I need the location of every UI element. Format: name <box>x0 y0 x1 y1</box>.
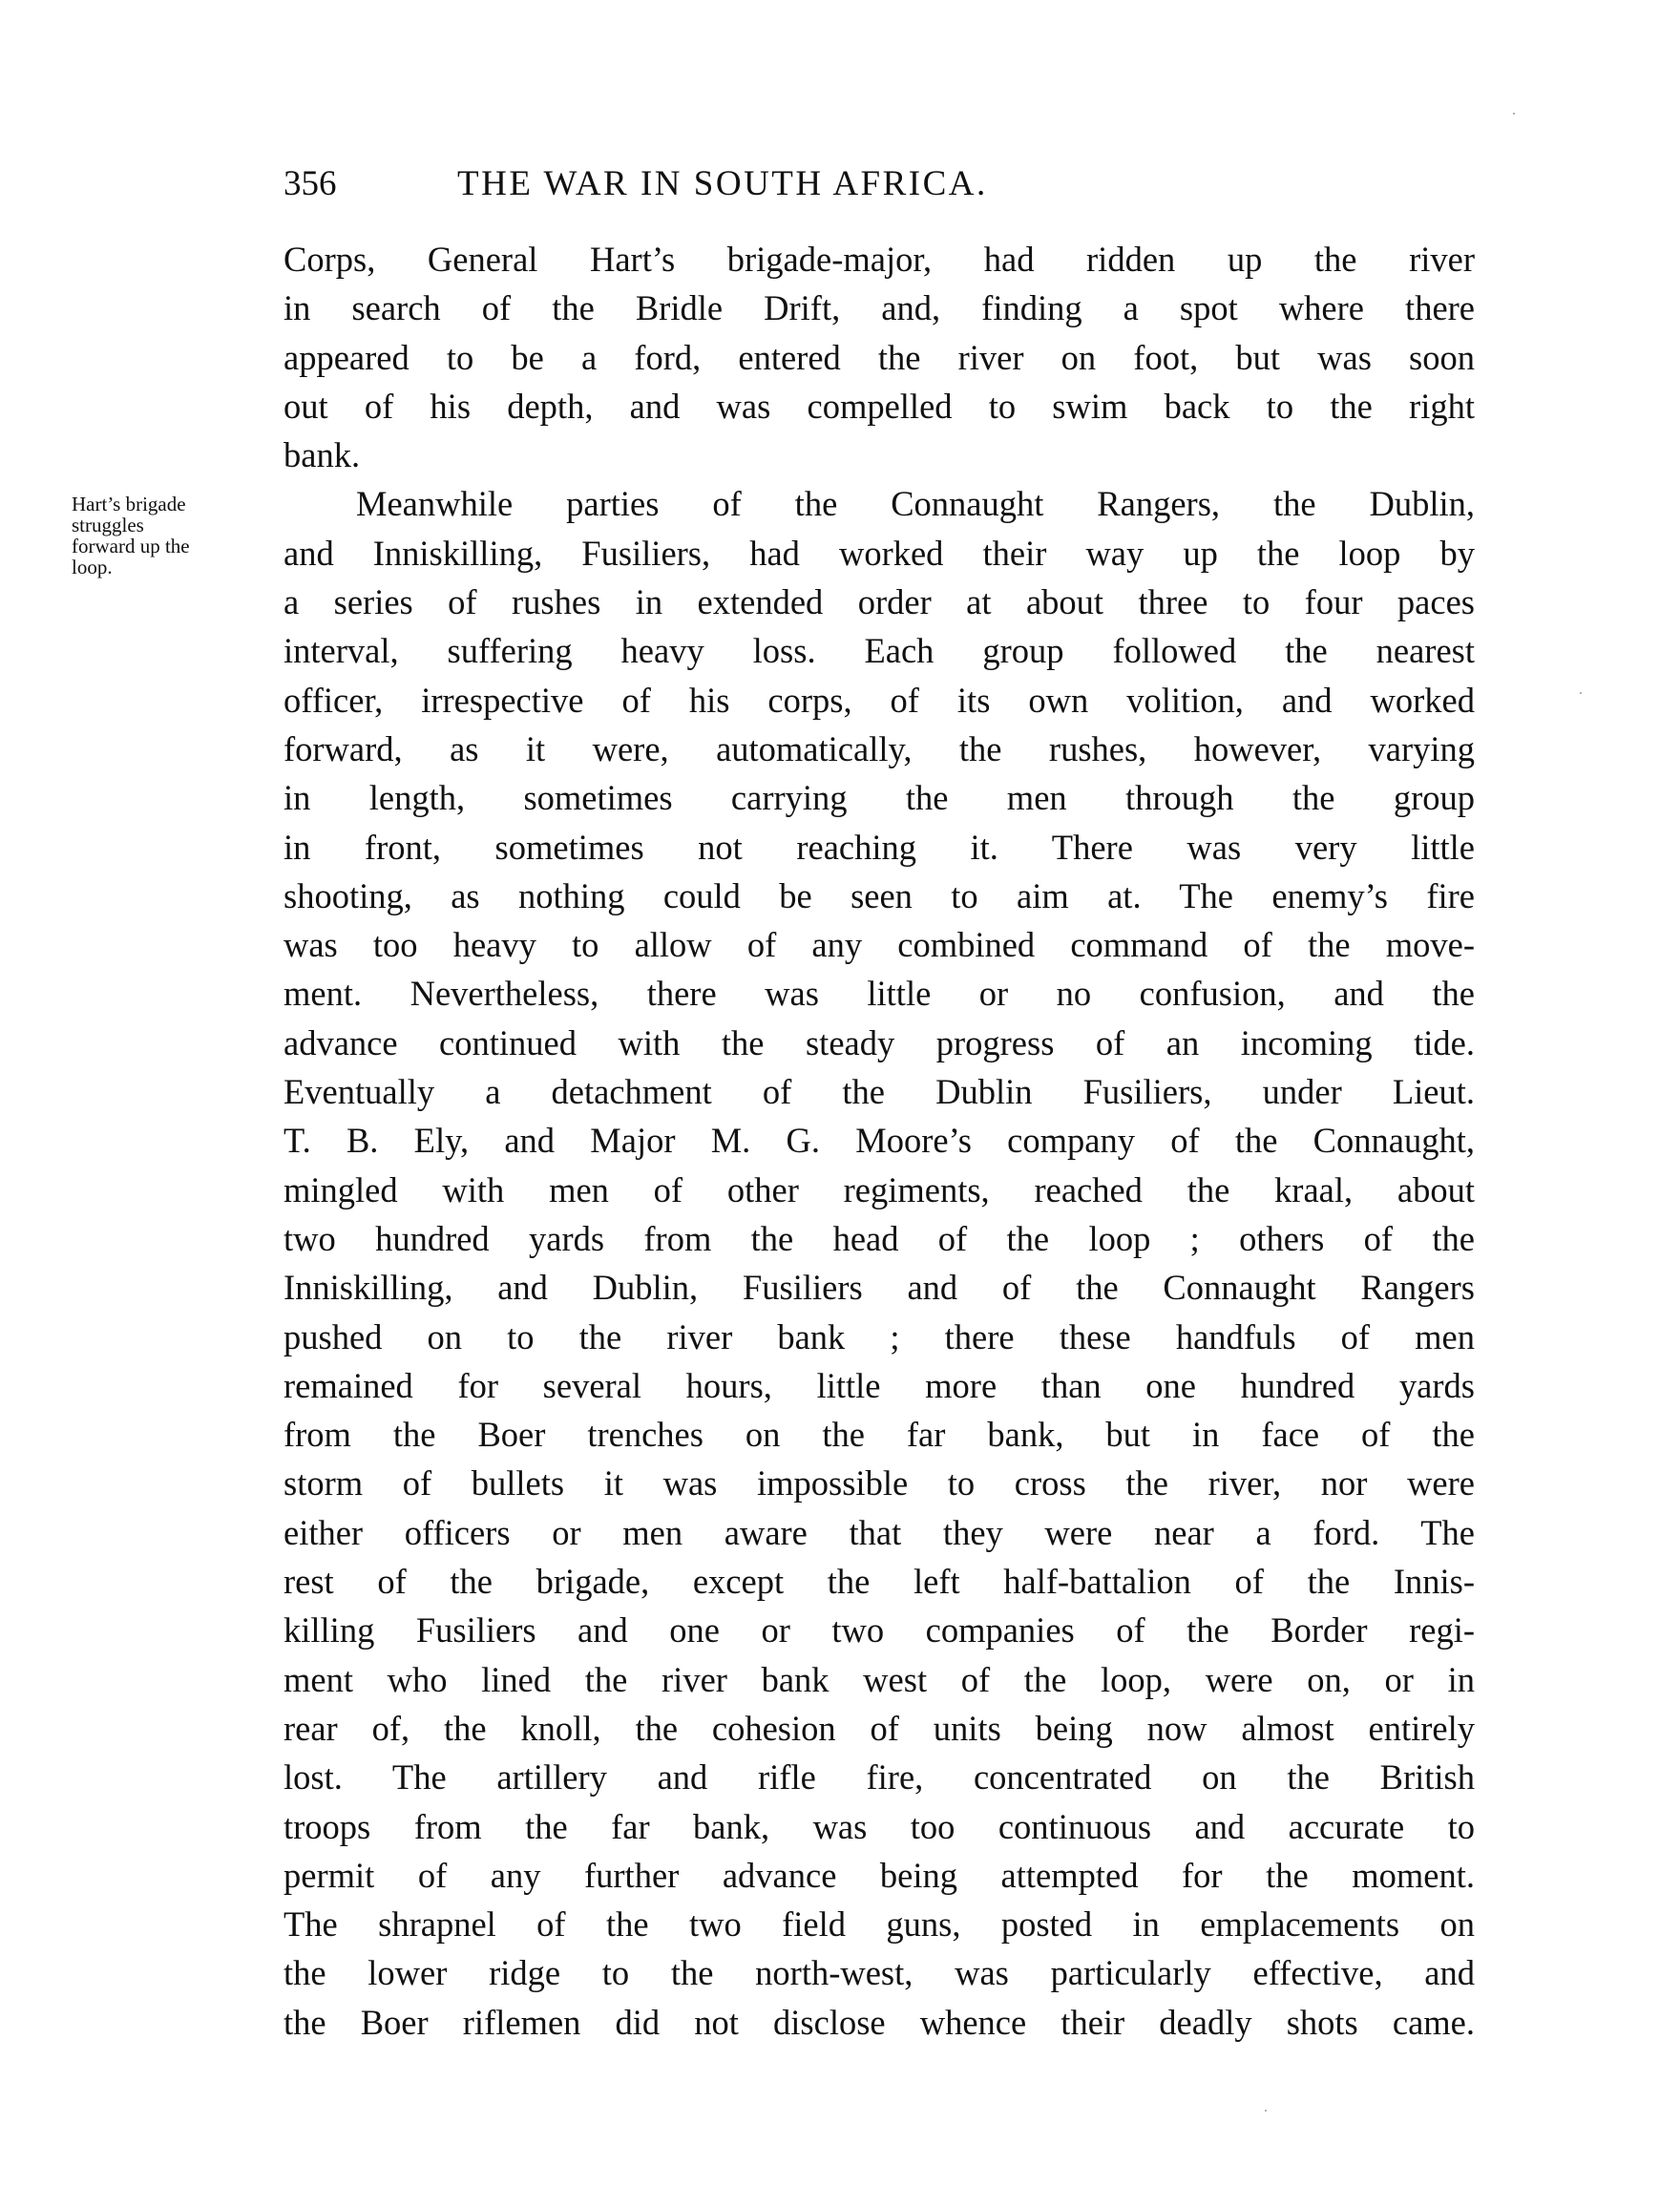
text-line: pushed on to the river bank ; there these handfuls of men <box>284 1316 1475 1356</box>
text-line: out of his depth, and was compelled to swim back to the right <box>284 386 1475 426</box>
text-line: Meanwhile parties of the Connaught Rangers, the Dublin, <box>356 484 1475 524</box>
scan-speck <box>1513 113 1515 115</box>
text-line: two hundred yards from the head of the loop ; others of the <box>284 1218 1475 1258</box>
margin-note-line: loop. <box>72 556 113 578</box>
text-line: mingled with men of other regiments, reached the kraal, about <box>284 1169 1475 1209</box>
text-line: a series of rushes in extended order at about three to four paces <box>284 582 1475 622</box>
text-line: lost. The artillery and rifle fire, concentrated on the British <box>284 1757 1475 1798</box>
text-line: the Boer riflemen did not disclose whence their deadly shots came. <box>284 2002 1475 2042</box>
scan-speck <box>1265 2110 1267 2112</box>
text-line: rest of the brigade, except the left half-battalion of the Innis- <box>284 1562 1475 1602</box>
text-line: and Inniskilling, Fusiliers, had worked their way up the loop by <box>284 533 1475 573</box>
text-line: in search of the Bridle Drift, and, finding a spot where there <box>284 288 1475 328</box>
text-line: either officers or men aware that they were near a ford. The <box>284 1512 1475 1552</box>
text-line: troops from the far bank, was too continuous and accurate to <box>284 1806 1475 1846</box>
text-line: bank. <box>284 435 361 475</box>
text-line: the lower ridge to the north-west, was particularly effective, and <box>284 1953 1475 1993</box>
running-head <box>284 160 1477 208</box>
body-text <box>284 235 1475 2047</box>
text-line: from the Boer trenches on the far bank, but in face of the <box>284 1415 1475 1455</box>
text-line: ment. Nevertheless, there was little or no confusion, and the <box>284 974 1475 1014</box>
text-line: interval, suffering heavy loss. Each group followed the nearest <box>284 631 1475 671</box>
text-line: rear of, the knoll, the cohesion of units being now almost entirely <box>284 1708 1475 1748</box>
text-line: was too heavy to allow of any combined command of the move- <box>284 925 1475 965</box>
page-number: 356 <box>284 164 337 203</box>
paragraph-continuation <box>284 235 1475 479</box>
scan-speck <box>1580 692 1582 694</box>
text-line: shooting, as nothing could be seen to aim at. The enemy’s fire <box>284 875 1475 915</box>
text-line: Inniskilling, and Dublin, Fusiliers and of the Connaught Rangers <box>284 1268 1475 1308</box>
text-line: officer, irrespective of his corps, of its own volition, and worked <box>284 680 1475 720</box>
text-line: The shrapnel of the two field guns, posted in emplacements on <box>284 1904 1475 1945</box>
text-line: Corps, General Hart’s brigade-major, had ridden up the river <box>284 240 1475 279</box>
text-line: forward, as it were, automatically, the rushes, however, varying <box>284 728 1475 768</box>
margin-note-line: forward up the <box>72 535 190 557</box>
text-line: advance continued with the steady progress of an incoming tide. <box>284 1022 1475 1062</box>
text-line: killing Fusiliers and one or two companies of the Border regi- <box>284 1610 1475 1651</box>
text-line: in front, sometimes not reaching it. There was very little <box>284 827 1475 867</box>
text-line: appeared to be a ford, entered the river on foot, but was soon <box>284 337 1475 377</box>
text-line: ment who lined the river bank west of the loop, were on, or in <box>284 1659 1475 1699</box>
margin-note-line: struggles <box>72 514 144 536</box>
margin-note <box>72 494 277 578</box>
text-line: permit of any further advance being attempted for the moment. <box>284 1855 1475 1895</box>
running-title: THE WAR IN SOUTH AFRICA. <box>457 164 988 203</box>
margin-note-line: Hart’s brigade <box>72 493 186 515</box>
text-line: Eventually a detachment of the Dublin Fusiliers, under Lieut. <box>284 1072 1475 1112</box>
text-line: in length, sometimes carrying the men through the group <box>284 778 1475 818</box>
paragraph-meanwhile <box>284 479 1475 2047</box>
text-line: T. B. Ely, and Major M. G. Moore’s company of the Connaught, <box>284 1121 1475 1161</box>
text-line: remained for several hours, little more than one hundred yards <box>284 1365 1475 1405</box>
text-line: storm of bullets it was impossible to cross the river, nor were <box>284 1463 1475 1504</box>
